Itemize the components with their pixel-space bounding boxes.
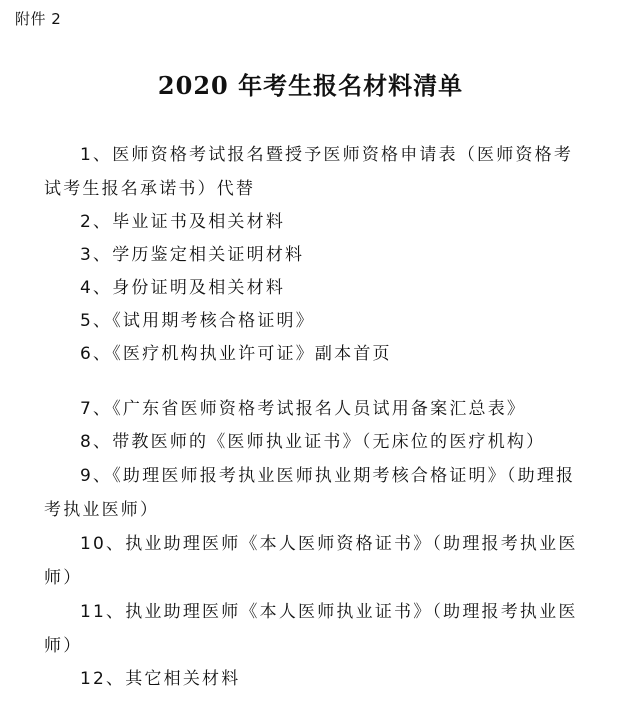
list-item: 7、《广东省医师资格考试报名人员试用备案汇总表》 — [80, 399, 527, 419]
attachment-label: 附件 2 — [15, 10, 62, 28]
list-item: 9、《助理医师报考执业医师执业期考核合格证明》（助理报考执业医师） — [44, 466, 576, 520]
list-item: 5、《试用期考核合格证明》 — [80, 311, 315, 331]
materials-list — [44, 138, 589, 696]
document-title: 2020 年考生报名材料清单 — [157, 71, 464, 100]
list-item: 12、其它相关材料 — [80, 669, 241, 689]
list-item: 4、身份证明及相关材料 — [80, 278, 286, 298]
list-item: 6、《医疗机构执业许可证》副本首页 — [80, 344, 392, 364]
list-item: 10、执业助理医师《本人医师资格证书》（助理报考执业医师） — [44, 534, 578, 588]
list-item: 3、学历鉴定相关证明材料 — [80, 245, 305, 265]
list-item: 11、执业助理医师《本人医师执业证书》（助理报考执业医师） — [44, 602, 578, 656]
list-item: 8、带教医师的《医师执业证书》（无床位的医疗机构） — [80, 432, 546, 452]
list-item: 1、医师资格考试报名暨授予医师资格申请表（医师资格考试考生报名承诺书）代替 — [44, 145, 574, 199]
list-item: 2、毕业证书及相关材料 — [80, 212, 286, 232]
